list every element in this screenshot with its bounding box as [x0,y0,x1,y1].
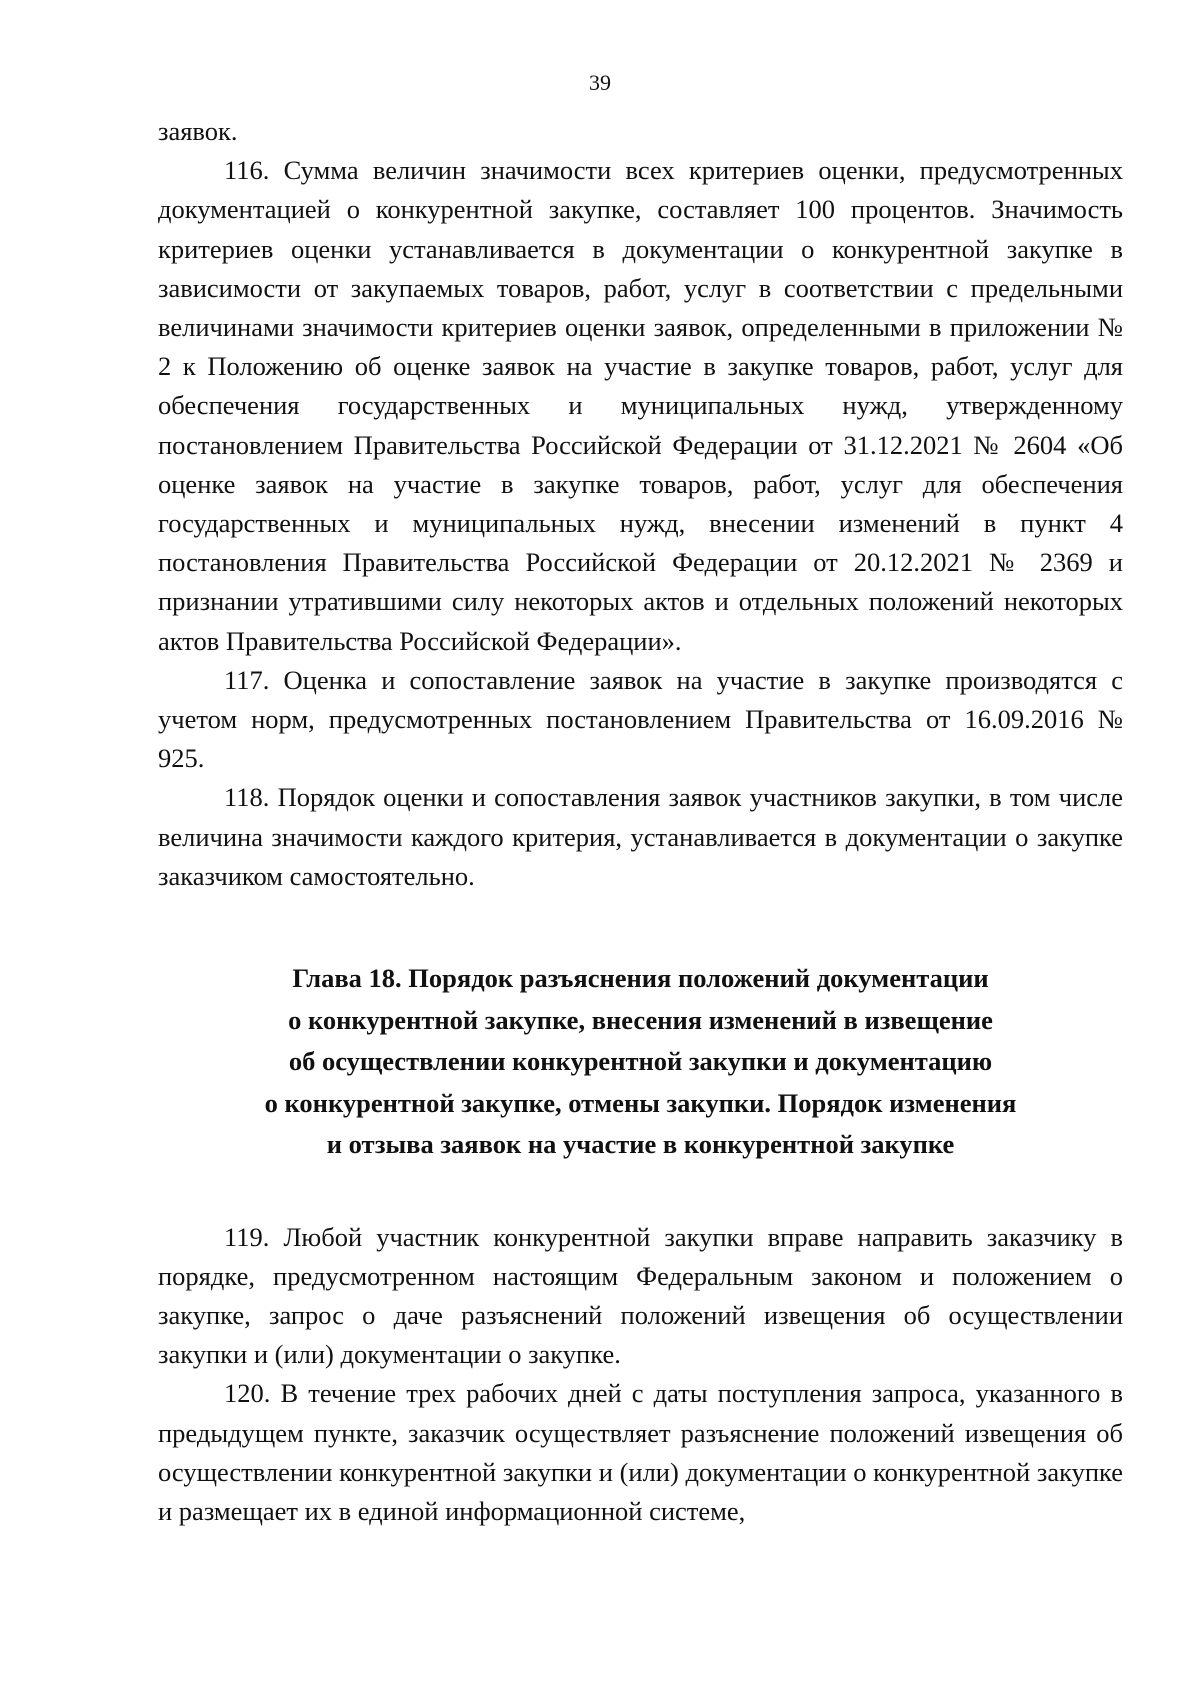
heading-line: Глава 18. Порядок разъяснения положений документации [292,963,989,994]
paragraph-117: 117. Оценка и сопоставление заявок на участие в закупке производятся с учетом норм, предусмотренных постановлением Правительства от 16.09.2016 № 925. [158,664,1123,774]
paragraph-120: 120. В течение трех рабочих дней с даты поступления запроса, указанного в предыдущем пункте, заказчик осуществляет разъяснение положений извещения об осуществлении конкурентной закупки и (или) документации о конкурентной закупке и размещает их в единой информационной системе, [158,1378,1123,1526]
heading-line: и отзыва заявок на участие в конкурентной закупке [326,1129,955,1160]
paragraph-118: 118. Порядок оценки и сопоставления заявок участников закупки, в том числе величина значимости каждого критерия, устанавливается в документации о закупке заказчиком самостоятельно. [158,782,1123,891]
paragraph-116: 116. Сумма величин значимости всех критериев оценки, предусмотренных документацией о конкурентной закупке, составляет 100 процентов. Значимость критериев оценки устанавливается в документации о конкурентной закупке в зависимости от закупаемых товаров, работ, услуг в соответствии с предельными величинами значимости критериев оценки заявок, определенными в приложении № 2 к Положению об оценке заявок на участие в закупке товаров, работ, услуг для обеспечения государственных и муниципальных нужд, утвержденному постановлением Правительства Российской Федерации от 31.12.2021 № 2604 «Об оценке заявок на участие в закупке товаров, работ, услуг для обеспечения государственных и муниципальных нужд, внесении изменений в пункт 4 постановления Правительства Российской Федерации от 20.12.2021 № 2369 и признании утратившими силу некоторых актов и отдельных положений некоторых актов Правительства Российской Федерации». [158,155,1123,656]
chapter-heading [158,958,1123,1166]
heading-line: о конкурентной закупке, отмены закупки. Порядок изменения [264,1087,1017,1118]
document-body [158,112,1123,1531]
page-number: 39 [589,70,611,95]
paragraph-continuation: заявок. [158,116,238,146]
paragraph-119: 119. Любой участник конкурентной закупки вправе направить заказчику в порядке, предусмотренном настоящим Федеральным законом и положением о закупке, запрос о даче разъяснений положений извещения об осуществлении закупки и (или) документации о закупке. [158,1221,1123,1370]
heading-line: о конкурентной закупке, внесения изменений в извещение [288,1004,993,1035]
heading-line: об осуществлении конкурентной закупки и документацию [288,1046,993,1077]
